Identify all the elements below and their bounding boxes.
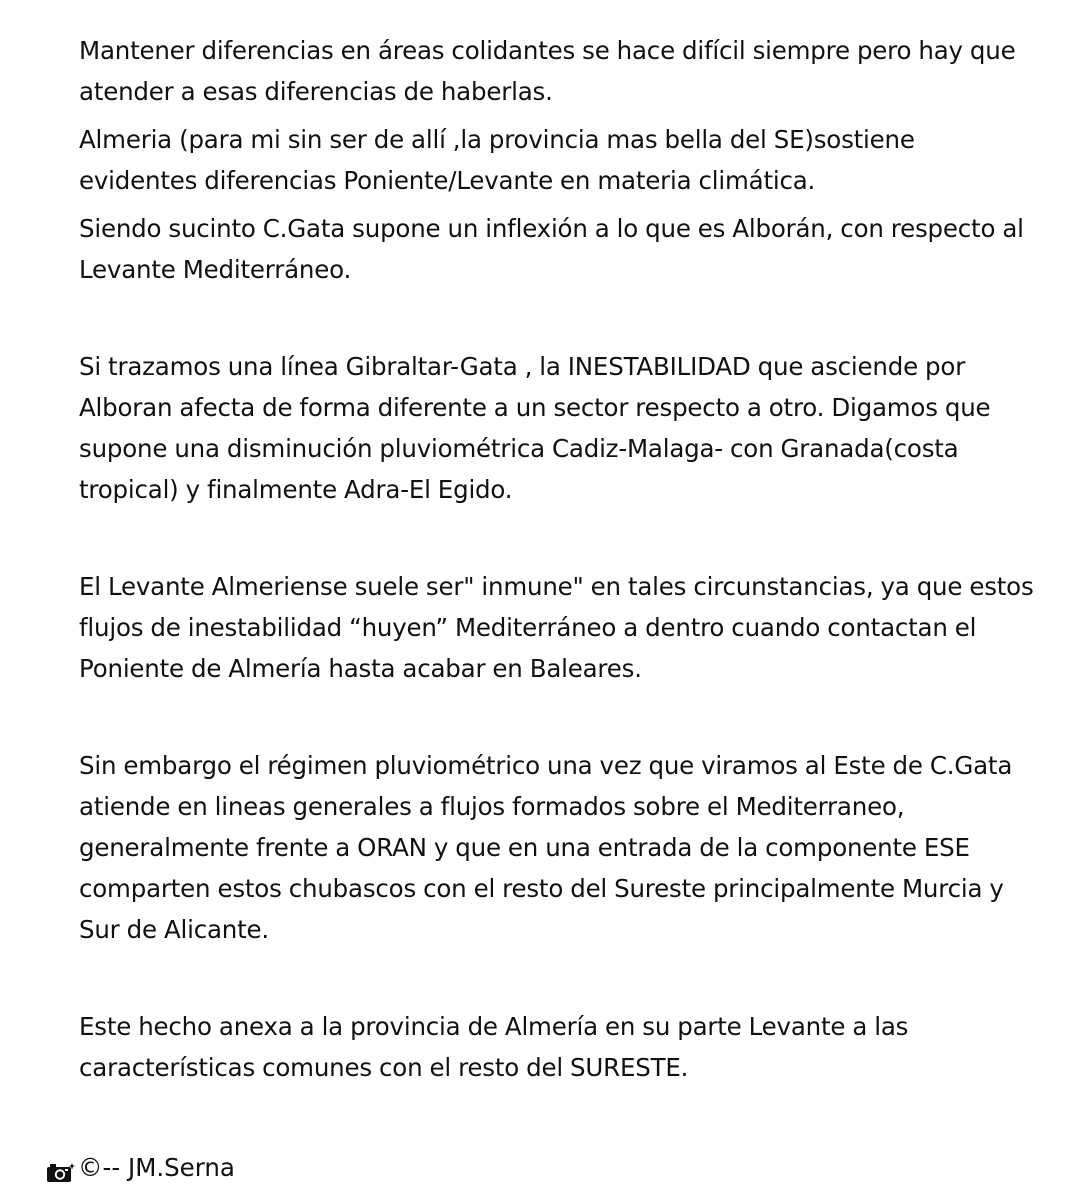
paragraph-3: Siendo sucinto C.Gata supone un inflexión a lo que es Alborán, con respecto al Levante Mediterráneo. <box>79 214 1024 284</box>
paragraph-2: Almeria (para mi sin ser de allí ,la provincia mas bella del SE)sostiene evidentes diferencias Poniente/Levante en materia climática. <box>79 125 915 195</box>
paragraph-6: Sin embargo el régimen pluviométrico una vez que viramos al Este de C.Gata atiende en lineas generales a flujos formados sobre el Mediterraneo, generalmente frente a ORAN y que en una entrada de la componente ESE comparten estos chubascos con el resto del Sureste principalmente Murcia y Sur de Alicante. <box>79 751 1013 944</box>
paragraph-4: Si trazamos una línea Gibraltar-Gata , la INESTABILIDAD que asciende por Alboran afecta de forma diferente a un sector respecto a otro. Digamos que supone una disminución pluviométrica Cadiz-Malaga- con Granada(costa tropical) y finalmente Adra-El Egido. <box>79 352 991 504</box>
document-body <box>79 30 1039 1088</box>
camera-icon <box>46 1157 76 1179</box>
signature-text: ©-- JM.Serna <box>78 1153 235 1182</box>
signature <box>46 1150 235 1186</box>
paragraph-5: El Levante Almeriense suele ser" inmune" en tales circunstancias, ya que estos flujos de inestabilidad “huyen” Mediterráneo a dentro cuando contactan el Poniente de Almería hasta acabar en Baleares. <box>79 572 1034 683</box>
paragraph-1: Mantener diferencias en áreas colidantes se hace difícil siempre pero hay que atender a esas diferencias de haberlas. <box>79 36 1016 106</box>
paragraph-7: Este hecho anexa a la provincia de Almería en su parte Levante a las características comunes con el resto del SURESTE. <box>79 1012 909 1082</box>
